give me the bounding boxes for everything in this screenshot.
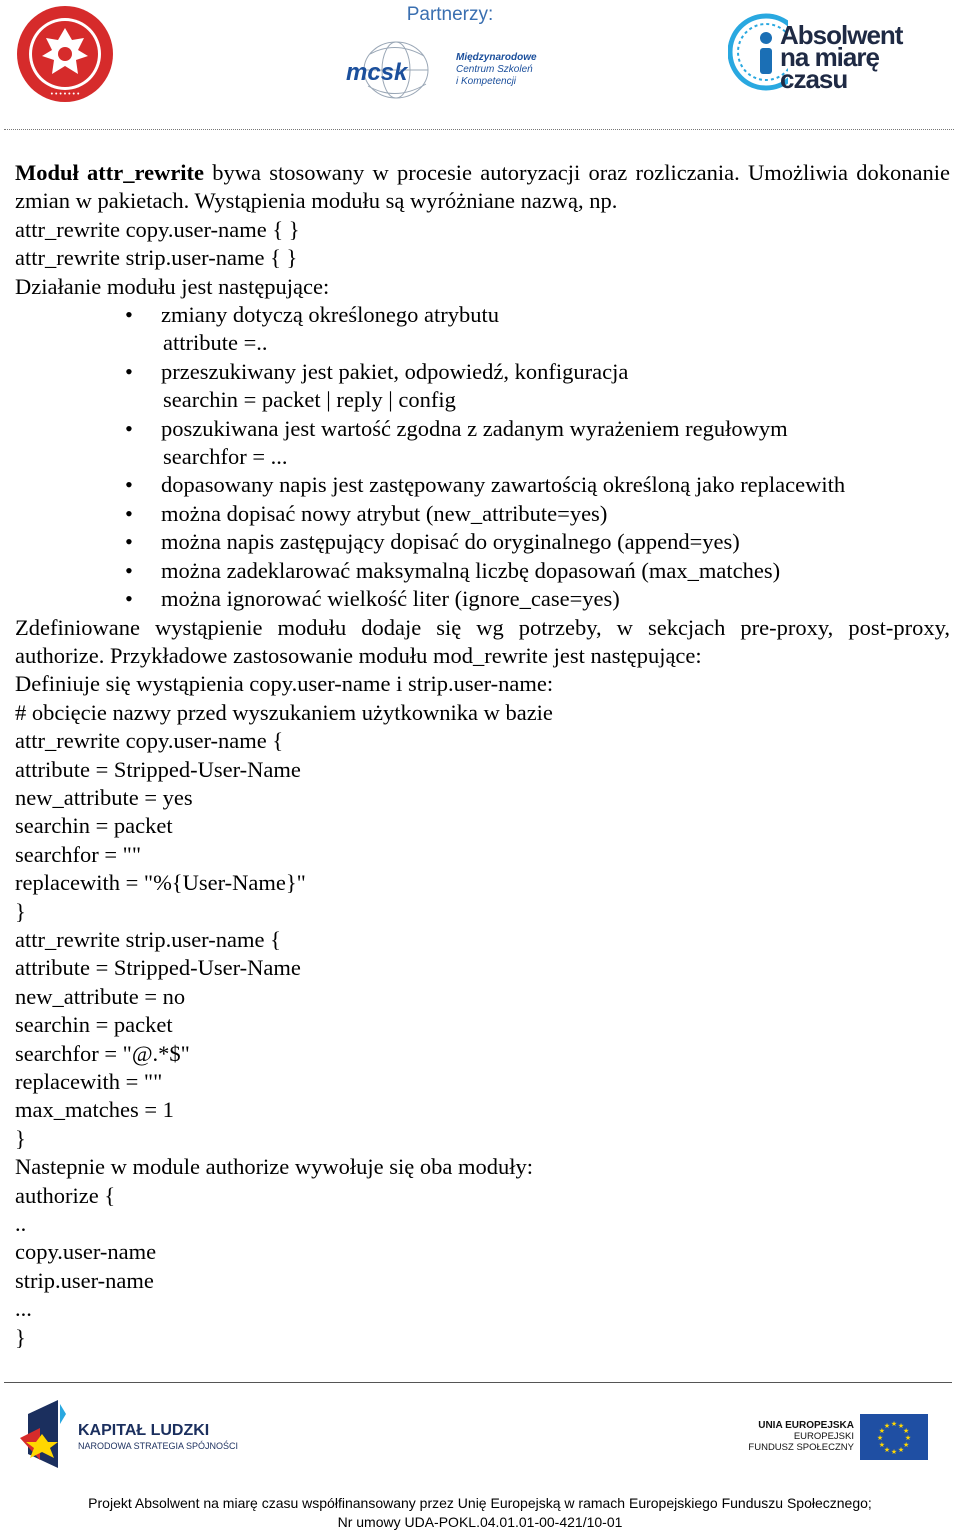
bullet-icon: •	[125, 557, 133, 583]
code-line: authorize {	[15, 1182, 116, 1208]
code-line: strip.user-name	[15, 1267, 154, 1293]
absolwent-logo	[728, 6, 948, 98]
code-line: copy.user-name	[15, 1239, 157, 1265]
page-header	[0, 0, 960, 110]
eu-star-icon: ★	[904, 1434, 912, 1442]
absolwent-person-icon	[728, 6, 788, 98]
kapital-ludzki-subtitle: NARODOWA STRATEGIA SPÓJNOŚCI	[78, 1441, 239, 1451]
list-item-detail: searchin = packet | reply | config	[163, 387, 456, 413]
bullet-icon: •	[125, 529, 133, 555]
eu-star-icon: ★	[876, 1434, 884, 1442]
bullet-icon: •	[125, 500, 133, 526]
footer-divider	[4, 1382, 952, 1383]
university-seal-logo	[14, 4, 116, 104]
usage-paragraph: Zdefiniowane wystąpienie modułu dodaje się wg potrzeby, w sekcjach pre-proxy, post-proxy, authorize. Przykładowe zastosowanie modułu mod_rewrite jest następujące:	[15, 614, 950, 668]
eu-star-icon: ★	[878, 1441, 886, 1449]
document-body	[15, 159, 950, 1352]
code-line: }	[15, 1324, 26, 1350]
list-item-detail: searchfor = ...	[163, 444, 288, 470]
eu-star-icon: ★	[890, 1448, 898, 1456]
code-line: attr_rewrite strip.user-name {	[15, 926, 281, 952]
mcsk-globe-icon	[340, 36, 456, 106]
intro-paragraph: Moduł attr_rewrite bywa stosowany w procesie autoryzacji oraz rozliczania. Umożliwia dokonanie zmian w pakietach. Wystąpienia modułu są wyróżniane nazwą, np.	[15, 160, 950, 214]
eu-star-icon: ★	[897, 1421, 905, 1430]
eu-star-icon: ★	[883, 1421, 891, 1430]
code-line: ..	[15, 1211, 27, 1237]
module-name: Moduł attr_rewrite	[15, 160, 205, 185]
partners-label: Partnerzy:	[406, 4, 494, 25]
action-heading: Działanie modułu jest następujące:	[15, 273, 330, 299]
code-line: Nastepnie w module authorize wywołuje się oba moduły:	[15, 1154, 534, 1180]
list-item: • można zadeklarować maksymalną liczbę dopasowań (max_matches)	[15, 557, 950, 585]
code-line: searchin = packet	[15, 813, 173, 839]
svg-text:• • • • • • •: • • • • • • •	[50, 91, 80, 98]
list-item: • można dopisać nowy atrybut (new_attribute=yes)	[15, 500, 950, 528]
code-line: attribute = Stripped-User-Name	[15, 756, 301, 782]
kapital-ludzki-logo	[18, 1398, 238, 1470]
code-line: attribute = Stripped-User-Name	[15, 955, 301, 981]
absolwent-label: Absolwent na miarę czasu	[780, 20, 903, 94]
eu-label: UNIA EUROPEJSKA EUROPEJSKI FUNDUSZ SPOŁECZNY	[748, 1420, 854, 1453]
header-divider	[4, 129, 954, 130]
eu-logo	[748, 1414, 932, 1464]
mcsk-logo	[340, 36, 570, 106]
bullet-icon: •	[125, 472, 133, 498]
eu-star-icon: ★	[890, 1420, 898, 1428]
code-line: max_matches = 1	[15, 1097, 174, 1123]
config-example	[15, 670, 950, 1352]
code-line: attr_rewrite copy.user-name {	[15, 728, 284, 754]
list-item: • można ignorować wielkość liter (ignore_case=yes)	[15, 585, 950, 613]
list-item: • poszukiwana jest wartość zgodna z zadanym wyrażeniem regułowym	[15, 415, 950, 443]
svg-text:mcsk: mcsk	[346, 59, 408, 86]
code-line: new_attribute = no	[15, 983, 186, 1009]
feature-list	[15, 301, 950, 613]
code-line: searchfor = "@.*$"	[15, 1040, 190, 1066]
project-footnote: Projekt Absolwent na miarę czasu współfinansowany przez Unię Europejską w ramach Europejskiego Funduszu Społecznego; Nr umowy UDA-POKL.04.01.01-00-421/10-01	[88, 1495, 872, 1530]
bullet-icon: •	[125, 302, 133, 328]
list-item: • przeszukiwany jest pakiet, odpowiedź, konfiguracja	[15, 358, 950, 386]
eu-star-icon: ★	[883, 1446, 891, 1455]
code-line: searchfor = ""	[15, 841, 142, 867]
list-item: • zmiany dotyczą określonego atrybutu	[15, 301, 950, 329]
code-line: ...	[15, 1296, 32, 1322]
eu-star-icon: ★	[897, 1446, 905, 1455]
code-line: replacewith = ""	[15, 1069, 163, 1094]
kapital-ludzki-title: KAPITAŁ LUDZKI	[78, 1422, 210, 1439]
list-item: • dopasowany napis jest zastępowany zawartością określoną jako replacewith	[15, 471, 950, 499]
bullet-icon: •	[125, 415, 133, 441]
list-item: • można napis zastępujący dopisać do oryginalnego (append=yes)	[15, 528, 950, 556]
mcsk-label: Międzynarodowe Centrum Szkoleń i Kompetencji	[456, 52, 537, 87]
example-line: attr_rewrite strip.user-name { }	[15, 245, 298, 271]
eu-star-icon: ★	[902, 1427, 910, 1435]
code-line: replacewith = "%{User-Name}"	[15, 870, 306, 896]
eu-star-icon: ★	[902, 1441, 910, 1449]
code-line: # obcięcie nazwy przed wyszukaniem użytkownika w bazie	[15, 699, 553, 725]
code-line: new_attribute = yes	[15, 784, 193, 810]
kapital-ludzki-star-icon	[18, 1398, 74, 1470]
example-line: attr_rewrite copy.user-name { }	[15, 216, 300, 242]
code-line: Definiuje się wystąpienia copy.user-name i strip.user-name:	[15, 671, 554, 697]
eu-flag-icon	[860, 1414, 928, 1460]
code-line: }	[15, 1125, 26, 1151]
code-line: searchin = packet	[15, 1012, 173, 1038]
list-item-detail: attribute =..	[163, 330, 268, 356]
code-line: }	[15, 898, 26, 924]
bullet-icon: •	[125, 358, 133, 384]
eu-star-icon: ★	[878, 1427, 886, 1435]
bullet-icon: •	[125, 586, 133, 612]
